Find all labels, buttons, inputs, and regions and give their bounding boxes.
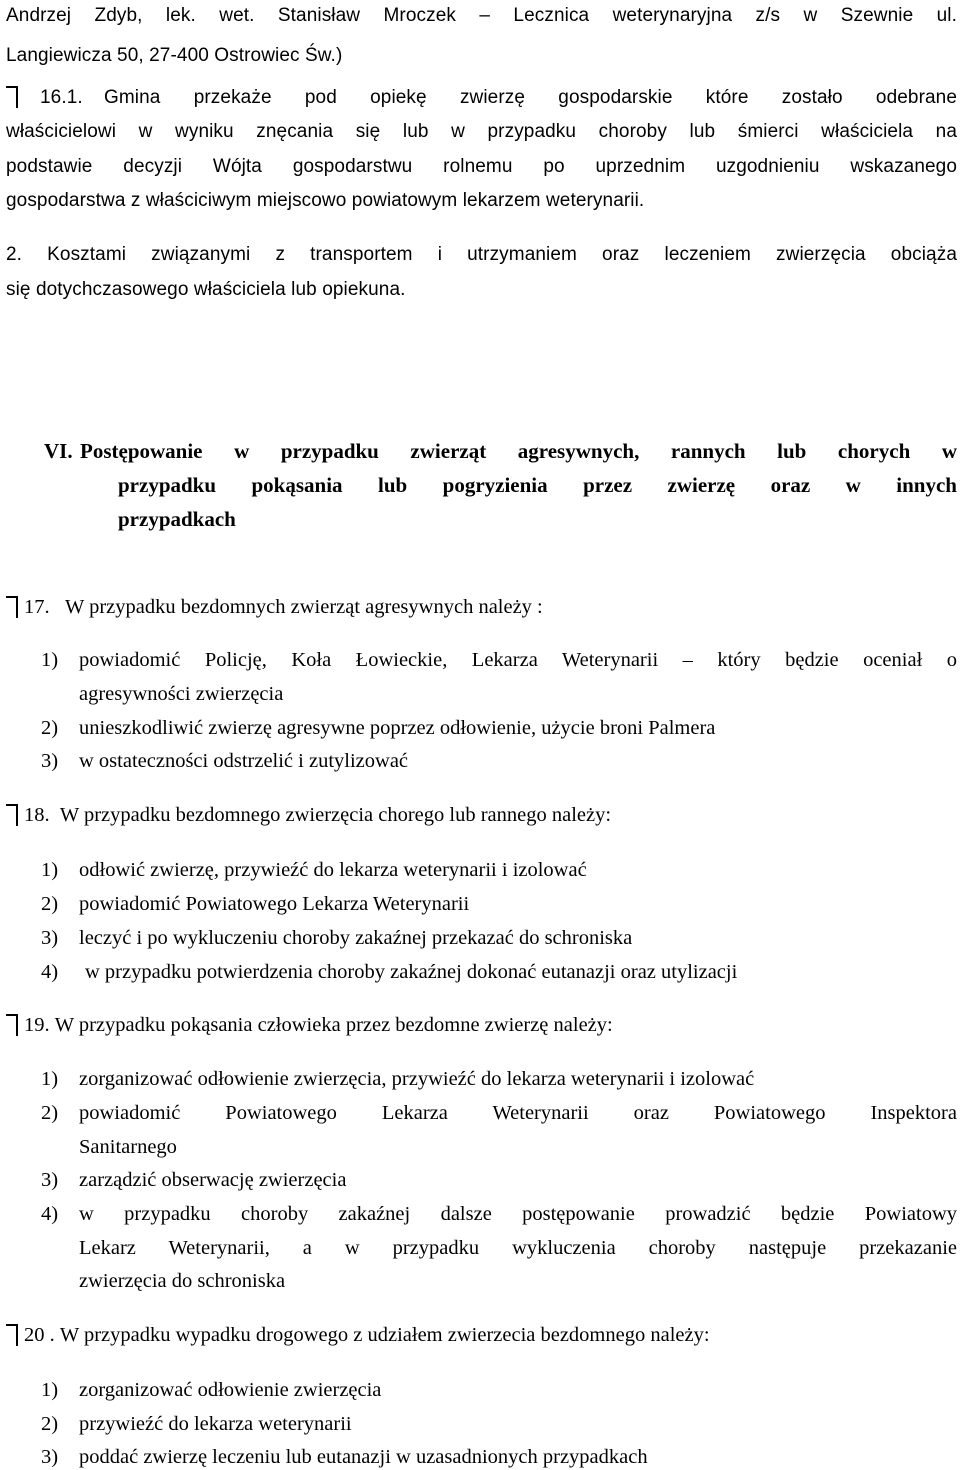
p18-heading bbox=[24, 805, 611, 826]
p18-text: W przypadku bezdomnego zwierzęcia chorego lub rannego należy: bbox=[59, 804, 612, 826]
item-text: powiadomić Policję, Koła Łowieckie, Lekarza Weterynarii – który będzie oceniał o bbox=[79, 649, 957, 671]
item-text: w przypadku potwierdzenia choroby zakaźnej dokonać eutanazji oraz utylizacji bbox=[85, 961, 738, 983]
item-text-cont: zwierzęcia do schroniska bbox=[79, 1270, 286, 1292]
intro-line-1: Andrzej Zdyb, lek. wet. Stanisław Mroczek – Lecznica weterynaryjna z/s w Szewnie ul. bbox=[6, 5, 957, 26]
item-number: 2) bbox=[41, 717, 59, 739]
p16-point2-line-1: 2. Kosztami związanymi z transportem i utrzymaniem oraz leczeniem zwierzęcia obciąża bbox=[6, 244, 957, 265]
item-text: zorganizować odłowienie zwierzęcia, przywieźć do lekarza weterynarii i izolować bbox=[79, 1068, 755, 1090]
item-text-cont: agresywności zwierzęcia bbox=[79, 683, 284, 705]
p16-point2-line-2: się dotychczasowego właściciela lub opiekuna. bbox=[6, 279, 406, 300]
p17-text: W przypadku bezdomnych zwierząt agresywnych należy : bbox=[65, 596, 543, 618]
item-number: 2) bbox=[41, 1413, 59, 1435]
item-text: zarządzić obserwację zwierzęcia bbox=[79, 1169, 347, 1191]
p16-line-3: podstawie decyzji Wójta gospodarstwu rolnemu po uprzednim uzgodnieniu wskazanego bbox=[6, 156, 957, 177]
p19-number: 19. bbox=[24, 1014, 50, 1036]
p20-number: 20 . bbox=[24, 1324, 55, 1346]
item-number: 3) bbox=[41, 1169, 59, 1191]
p19-text: W przypadku pokąsania człowieka przez bezdomne zwierzę należy: bbox=[54, 1014, 613, 1036]
p16-number: 16.1. bbox=[40, 87, 83, 108]
list-item bbox=[41, 1414, 352, 1435]
item-number: 1) bbox=[41, 1068, 59, 1090]
item-text: poddać zwierzę leczeniu lub eutanazji w uzasadnionych przypadkach bbox=[79, 1446, 648, 1468]
list-item bbox=[41, 1069, 754, 1090]
list-item bbox=[41, 1380, 381, 1401]
item-number: 1) bbox=[41, 649, 59, 671]
list-item bbox=[41, 718, 715, 739]
paragraph-mark-icon bbox=[6, 596, 20, 618]
list-item bbox=[41, 894, 469, 915]
list-item bbox=[41, 860, 587, 881]
list-item bbox=[41, 1204, 957, 1225]
item-number: 3) bbox=[41, 1446, 59, 1468]
item-number: 4) bbox=[41, 961, 59, 983]
paragraph-mark-icon bbox=[6, 1014, 20, 1036]
item-number: 2) bbox=[41, 893, 59, 915]
list-item bbox=[41, 928, 632, 949]
p20-heading bbox=[24, 1325, 710, 1346]
item-text-cont: Sanitarnego bbox=[79, 1136, 177, 1158]
item-text: zorganizować odłowienie zwierzęcia bbox=[79, 1379, 382, 1401]
item-text: w ostateczności odstrzelić i zutylizować bbox=[79, 750, 409, 772]
item-text: odłowić zwierzę, przywieźć do lekarza weterynarii i izolować bbox=[79, 859, 587, 881]
item-number: 2) bbox=[41, 1102, 59, 1124]
item-text-cont: Lekarz Weterynarii, a w przypadku wykluczenia choroby następuje przekazanie bbox=[79, 1237, 957, 1259]
p19-heading bbox=[24, 1015, 613, 1036]
item-number: 1) bbox=[41, 1379, 59, 1401]
section-title-line-3: przypadkach bbox=[118, 507, 236, 531]
intro-line-2: Langiewicza 50, 27-400 Ostrowiec Św.) bbox=[6, 45, 343, 66]
list-item bbox=[41, 650, 957, 671]
item-number: 3) bbox=[41, 927, 59, 949]
item-text: unieszkodliwić zwierzę agresywne poprzez odłowienie, użycie broni Palmera bbox=[79, 717, 716, 739]
list-item bbox=[41, 1103, 957, 1124]
p16-line-4: gospodarstwa z właściciwym miejscowo powiatowym lekarzem weterynarii. bbox=[6, 190, 645, 211]
section-number: VI. bbox=[44, 439, 73, 463]
list-item bbox=[41, 751, 408, 772]
paragraph-mark-icon bbox=[6, 1324, 20, 1346]
item-text: powiadomić Powiatowego Lekarza Weterynarii bbox=[79, 893, 470, 915]
section-title-line-1: Postępowanie w przypadku zwierząt agresywnych, rannych lub chorych w bbox=[80, 439, 957, 463]
item-number: 4) bbox=[41, 1203, 59, 1225]
p16-first-line bbox=[40, 88, 957, 107]
paragraph-mark-icon bbox=[6, 804, 20, 826]
item-number: 3) bbox=[41, 750, 59, 772]
p16-line-2: właścicielowi w wyniku znęcania się lub w przypadku choroby lub śmierci właściciela na bbox=[6, 121, 957, 142]
p16-line-1: Gmina przekaże pod opiekę zwierzę gospodarskie które zostało odebrane bbox=[104, 87, 957, 108]
section-title-line-2: przypadku pokąsania lub pogryzienia przez zwierzę oraz w innych bbox=[118, 473, 957, 497]
p17-heading bbox=[24, 597, 543, 618]
p18-number: 18. bbox=[24, 804, 50, 826]
paragraph-mark-icon bbox=[6, 86, 20, 108]
item-text: przywieźć do lekarza weterynarii bbox=[79, 1413, 352, 1435]
list-item bbox=[41, 1447, 648, 1468]
item-text: powiadomić Powiatowego Lekarza Weterynarii oraz Powiatowego Inspektora bbox=[79, 1102, 957, 1124]
p17-number: 17. bbox=[24, 596, 50, 618]
item-text: w przypadku choroby zakaźnej dalsze postępowanie prowadzić będzie Powiatowy bbox=[79, 1203, 957, 1225]
list-item bbox=[41, 1170, 346, 1191]
item-number: 1) bbox=[41, 859, 59, 881]
p20-text: W przypadku wypadku drogowego z udziałem zwierzecia bezdomnego należy: bbox=[59, 1324, 710, 1346]
list-item bbox=[41, 962, 737, 983]
item-text: leczyć i po wykluczeniu choroby zakaźnej przekazać do schroniska bbox=[79, 927, 633, 949]
